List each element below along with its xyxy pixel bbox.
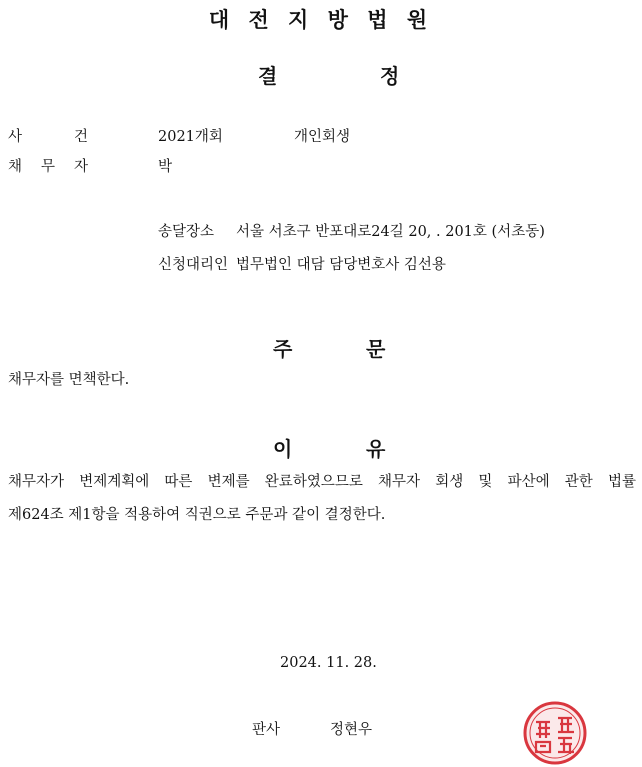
court-name: 대 전 지 방 법 원	[208, 8, 434, 32]
order-text: 채무자를 면책한다.	[8, 372, 130, 388]
order-title-part-2: 문	[366, 337, 386, 361]
judge-seal-icon	[522, 700, 588, 766]
reason-title-part-1: 이	[273, 437, 293, 461]
decision-title-part-1: 결	[258, 64, 278, 88]
reason-text-line-1: 채무자가 변제계획에 따른 변제를 완료하였으므로 채무자 회생 및 파산에 관한 법률	[8, 474, 636, 490]
attorney-label: 신청대리인	[158, 257, 229, 273]
decision-date: 2024. 11. 28.	[280, 655, 377, 671]
reason-title-part-2: 유	[366, 437, 386, 461]
decision-title-part-2: 정	[380, 64, 400, 88]
service-address-label: 송달장소	[158, 224, 215, 240]
judge-title: 판사	[252, 722, 281, 738]
debtor-label: 채 무 자	[8, 159, 88, 175]
debtor-name: 박	[158, 159, 173, 175]
service-address-value: 서울 서초구 반포대로24길 20, . 201호 (서초동)	[236, 224, 545, 240]
case-type: 개인회생	[294, 129, 351, 145]
judge-name: 정현우	[330, 722, 373, 738]
case-number: 2021개회	[158, 129, 223, 145]
case-label: 사 건	[8, 129, 88, 145]
reason-text-line-2: 제624조 제1항을 적용하여 직권으로 주문과 같이 결정한다.	[8, 507, 386, 523]
order-title-part-1: 주	[273, 337, 293, 361]
attorney-value: 법무법인 대담 담당변호사 김선용	[236, 257, 446, 273]
